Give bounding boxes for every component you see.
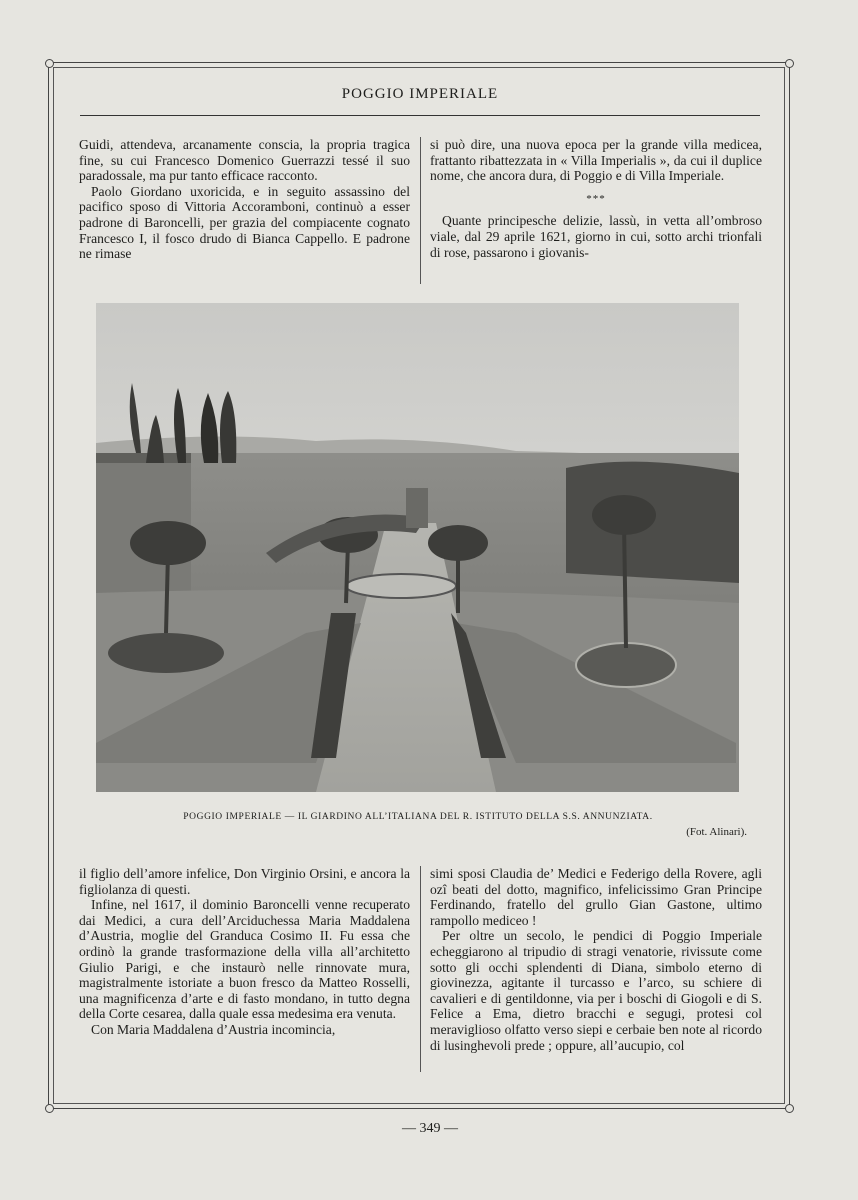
paragraph: Paolo Giordano uxoricida, e in seguito assassino del pacifico sposo di Vittoria Accoramboni, continuò a esser padrone di Baroncelli, per grazia del compiacente cognato Francesco I, il fosco drudo di Bianca Cappello. E padrone ne rimase — [79, 183, 410, 262]
column-divider — [420, 137, 421, 284]
section-separator: *** — [586, 192, 606, 205]
corner-ornament — [785, 1104, 794, 1113]
bottom-right-column — [430, 866, 762, 1053]
header-rule — [80, 115, 760, 116]
paragraph: Quante principesche delizie, lassù, in vetta all’ombroso viale, dal 29 aprile 1621, giorno in cui, sotto archi trionfali di rose, passarono i giovanis- — [430, 213, 762, 260]
paragraph: simi sposi Claudia de’ Medici e Federigo della Rovere, agli ozî beati del dotto, magnifico, infelicissimo Gran Principe Ferdinando, fratello del grullo Gian Gastone, ultimo rampollo mediceo ! — [430, 866, 762, 928]
paragraph: si può dire, una nuova epoca per la grande villa medicea, frattanto ribattezzata in « Villa Imperialis », da cui il duplice nome, che ancora dura, di Poggio e di Villa Imperiale. — [430, 137, 762, 184]
top-right-column — [430, 137, 762, 260]
paragraph: Per oltre un secolo, le pendici di Poggio Imperiale echeggiarono al tripudio di stragi venatorie, rivissute come sotto gli occhi splendenti di Diana, simbolo eterno di giovinezza, agitante il turcasso e l’arco, su schiere di cavalieri e di gentildonne, via per i boschi di Giogoli e di S. Felice a Ema, dietro bracchi e segugi, protesi col meraviglioso olfatto verso siepi e cerbaie ben note al ricordo di lusinghevoli prede ; oppure, all’aucupio, col — [430, 928, 762, 1053]
paragraph: Guidi, attendeva, arcanamente conscia, la propria tragica fine, su cui Francesco Domenico Guerrazzi tessé il suo paradossale, ma pur tanto efficace racconto. — [79, 137, 410, 184]
figure-caption: POGGIO IMPERIALE — IL GIARDINO ALL’ITALIANA DEL R. ISTITUTO DELLA S.S. ANNUNZIATA. — [183, 812, 653, 822]
bottom-left-column — [79, 866, 410, 1038]
paragraph: Infine, nel 1617, il dominio Baroncelli venne recuperato dai Medici, a cura dell’Arciduchessa Maria Maddalena d’Austria, moglie del Granduca Cosimo II. Fu essa che ordinò la grande trasformazione della villa all’architetto Giulio Parigi, e che instaurò nelle rinnovate mura, magistralmente istoriate a buon fresco da Matteo Rosselli, una magnificenza d’arte e di fasto mondano, in tutto degna della Corte cesarea, dalla quale essa medesima era venuta. — [79, 897, 410, 1022]
top-left-column — [79, 137, 410, 262]
page-number: — 349 — — [402, 1121, 458, 1136]
paragraph: il figlio dell’amore infelice, Don Virginio Orsini, e ancora la figliolanza di questi. — [79, 866, 410, 897]
garden-photograph — [96, 303, 739, 792]
corner-ornament — [45, 59, 54, 68]
corner-ornament — [785, 59, 794, 68]
paragraph: Con Maria Maddalena d’Austria incomincia, — [91, 1021, 336, 1037]
column-divider — [420, 866, 421, 1072]
corner-ornament — [45, 1104, 54, 1113]
running-header: POGGIO IMPERIALE — [341, 86, 499, 102]
photo-credit: (Fot. Alinari). — [686, 826, 747, 838]
